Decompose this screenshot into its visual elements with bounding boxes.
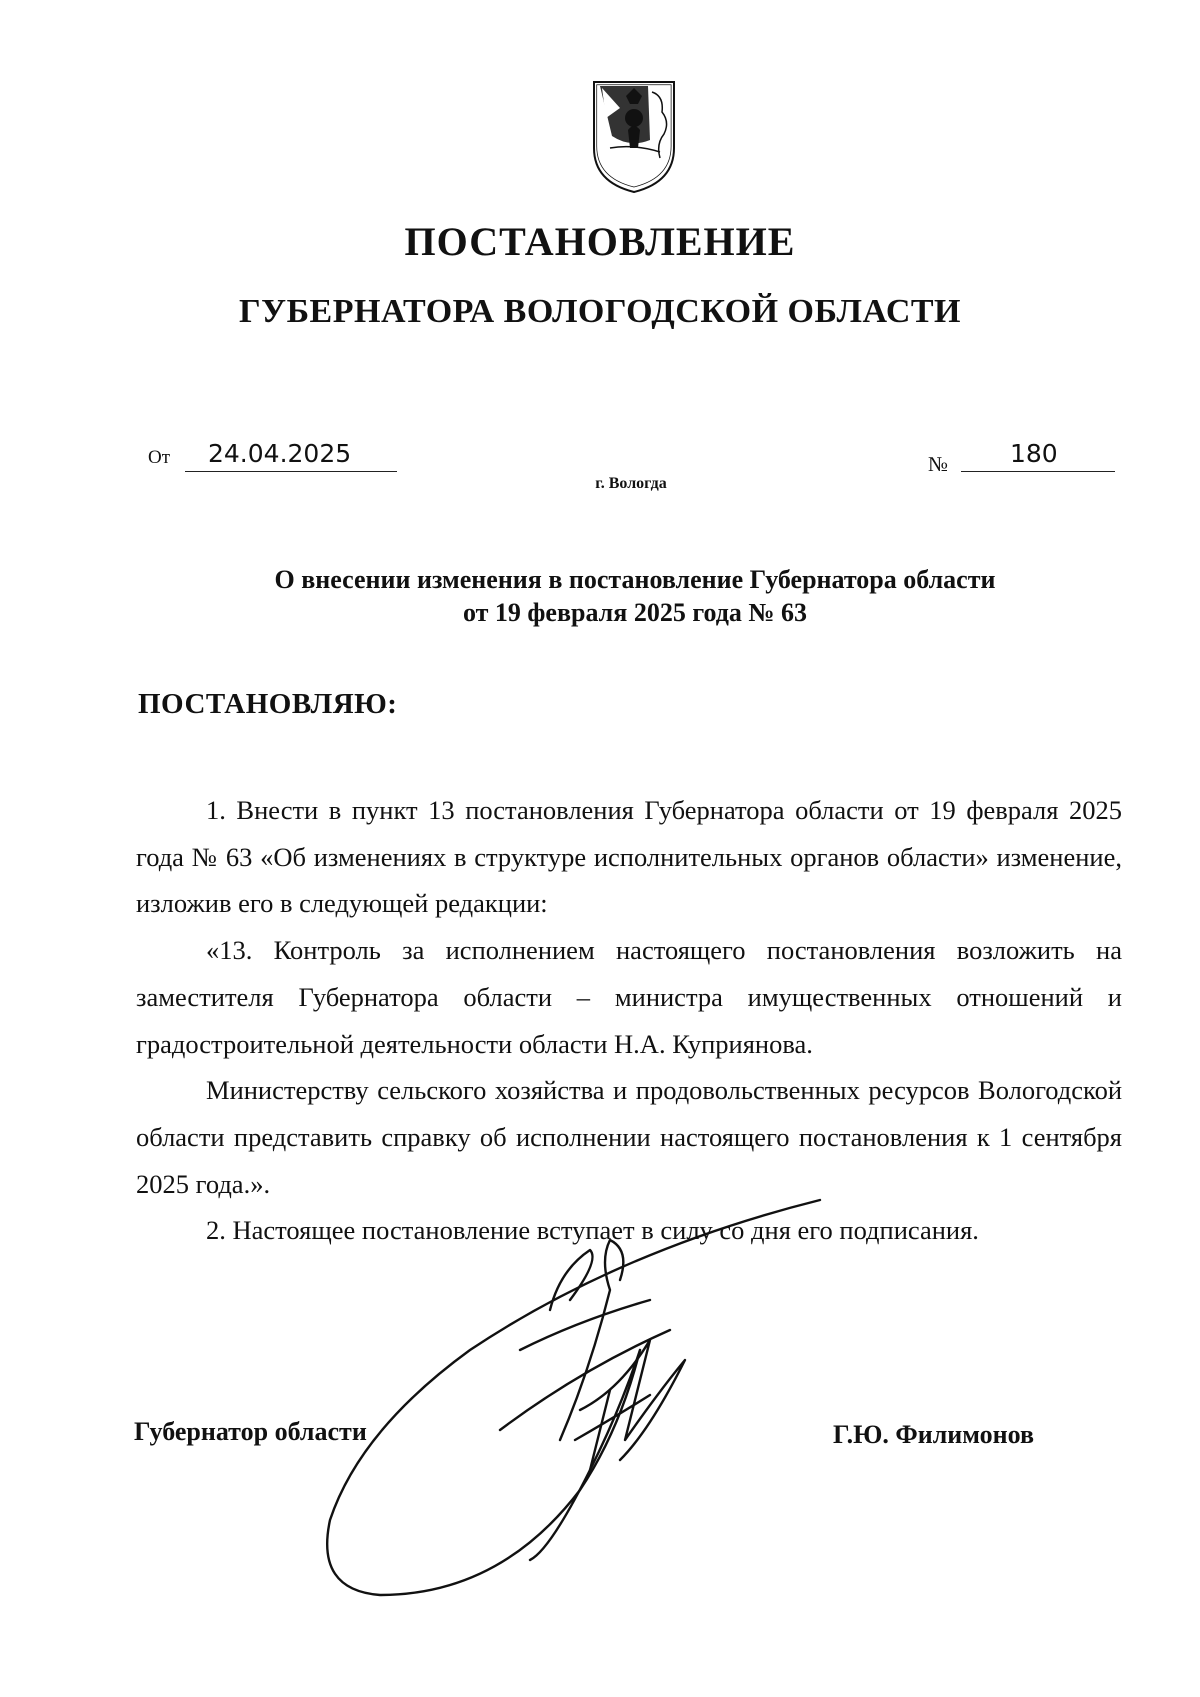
coat-of-arms-icon <box>590 78 678 196</box>
document-number: 180 <box>1010 439 1058 468</box>
document-issuer: ГУБЕРНАТОРА ВОЛОГОДСКОЙ ОБЛАСТИ <box>238 293 961 330</box>
document-date: 24.04.2025 <box>208 439 352 468</box>
paragraph: Министерству сельского хозяйства и продовольственных ресурсов Вологодской области представить справку об исполнении настоящего постановления к 1 сентября 2025 года.». <box>136 1075 1122 1199</box>
city-label: г. Вологда <box>595 475 667 492</box>
signatory-name: Г.Ю. Филимонов <box>833 1420 1035 1449</box>
number-label: № <box>928 452 949 476</box>
signatory-position: Губернатор области <box>134 1417 367 1446</box>
document-body <box>136 787 1122 1254</box>
paragraph: «13. Контроль за исполнением настоящего постановления возложить на заместителя Губернатора области – министра имущественных отношений и градостроительной деятельности области Н.А. Куприянова. <box>136 935 1122 1059</box>
date-label: От <box>148 447 171 468</box>
document-subject <box>200 563 1070 629</box>
paragraph: 2. Настоящее постановление вступает в силу со дня его подписания. <box>206 1215 979 1246</box>
subject-line: от 19 февраля 2025 года № 63 <box>462 598 808 627</box>
handwritten-signature <box>320 1190 940 1610</box>
subject-line: О внесении изменения в постановление Губернатора области <box>274 565 996 594</box>
document-title: ПОСТАНОВЛЕНИЕ <box>404 219 796 264</box>
paragraph: 1. Внести в пункт 13 постановления Губернатора области от 19 февраля 2025 года № 63 «Об изменениях в структуре исполнительных органов области» изменение, изложив его в следующей редакции: <box>136 795 1122 919</box>
decree-heading: ПОСТАНОВЛЯЮ: <box>138 688 398 720</box>
